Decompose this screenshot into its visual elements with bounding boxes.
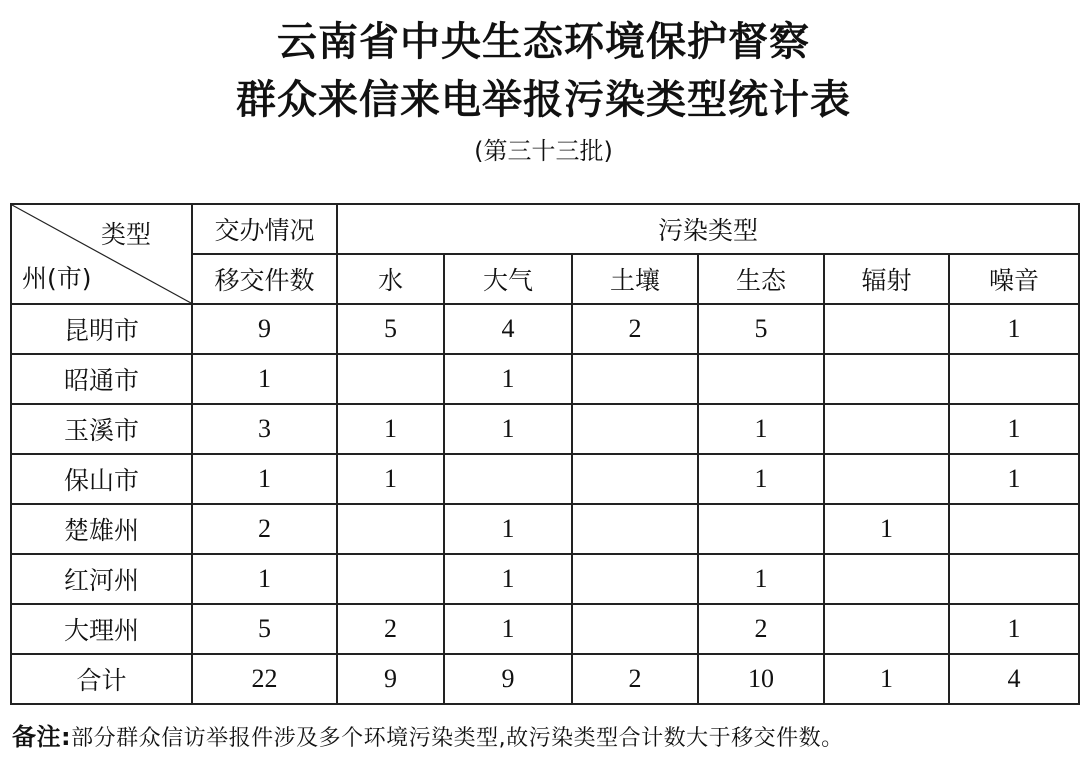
total-row	[11, 654, 1079, 704]
value-cell: 1	[444, 554, 572, 604]
corner-city-label: 州(市)	[22, 264, 92, 293]
value-cell	[572, 604, 698, 654]
corner-type-label: 类型	[100, 220, 151, 249]
value-cell: 2	[337, 604, 444, 654]
value-cell	[337, 504, 444, 554]
value-cell: 1	[949, 454, 1079, 504]
table-row	[11, 304, 1079, 354]
table-row	[11, 554, 1079, 604]
corner-header-cell	[11, 204, 192, 304]
city-cell: 楚雄州	[11, 504, 192, 554]
city-cell: 昆明市	[11, 304, 192, 354]
cases-column-header: 移交件数	[192, 254, 337, 304]
value-cell	[444, 454, 572, 504]
value-cell	[949, 554, 1079, 604]
pollution-statistics-table	[10, 203, 1080, 705]
value-cell	[698, 354, 824, 404]
value-cell: 1	[698, 404, 824, 454]
cases-cell: 5	[192, 604, 337, 654]
value-cell	[572, 454, 698, 504]
value-cell	[949, 354, 1079, 404]
value-cell	[824, 454, 949, 504]
footnote	[12, 717, 844, 752]
value-cell	[698, 504, 824, 554]
value-cell	[337, 354, 444, 404]
value-cell: 1	[949, 604, 1079, 654]
value-cell	[824, 604, 949, 654]
value-cell: 2	[572, 654, 698, 704]
value-cell: 1	[337, 454, 444, 504]
footnote-text: 部分群众信访举报件涉及多个环境污染类型,故污染类型合计数大于移交件数。	[71, 726, 844, 751]
value-cell: 1	[444, 604, 572, 654]
value-cell: 9	[444, 654, 572, 704]
table-row	[11, 604, 1079, 654]
value-cell	[824, 354, 949, 404]
cases-group-header: 交办情况	[192, 204, 337, 254]
city-cell: 保山市	[11, 454, 192, 504]
value-cell	[824, 404, 949, 454]
value-cell: 4	[444, 304, 572, 354]
city-cell: 合计	[11, 654, 192, 704]
value-cell	[824, 304, 949, 354]
value-cell: 2	[698, 604, 824, 654]
value-cell: 5	[698, 304, 824, 354]
value-cell	[824, 554, 949, 604]
cases-cell: 1	[192, 454, 337, 504]
value-cell: 1	[949, 404, 1079, 454]
value-cell	[337, 554, 444, 604]
type-header-air: 大气	[444, 254, 572, 304]
title-line-2: 群众来信来电举报污染类型统计表	[236, 77, 851, 123]
value-cell	[572, 554, 698, 604]
cases-cell: 1	[192, 554, 337, 604]
table-row	[11, 504, 1079, 554]
type-header-radiation: 辐射	[824, 254, 949, 304]
value-cell: 1	[824, 654, 949, 704]
value-cell	[572, 504, 698, 554]
value-cell: 9	[337, 654, 444, 704]
value-cell	[949, 504, 1079, 554]
value-cell: 1	[444, 354, 572, 404]
value-cell	[572, 354, 698, 404]
city-cell: 昭通市	[11, 354, 192, 404]
cases-cell: 3	[192, 404, 337, 454]
pollution-type-group-header: 污染类型	[337, 204, 1079, 254]
value-cell: 10	[698, 654, 824, 704]
title-line-1: 云南省中央生态环境保护督察	[277, 19, 810, 65]
value-cell: 1	[444, 404, 572, 454]
value-cell: 2	[572, 304, 698, 354]
value-cell: 5	[337, 304, 444, 354]
table-row	[11, 404, 1079, 454]
type-header-noise: 噪音	[949, 254, 1079, 304]
type-header-soil: 土壤	[572, 254, 698, 304]
footnote-label: 备注:	[12, 723, 72, 751]
value-cell: 4	[949, 654, 1079, 704]
header-row-1	[11, 204, 1079, 254]
cases-cell: 1	[192, 354, 337, 404]
value-cell: 1	[698, 454, 824, 504]
value-cell: 1	[824, 504, 949, 554]
table-row	[11, 454, 1079, 504]
city-cell: 玉溪市	[11, 404, 192, 454]
type-header-water: 水	[337, 254, 444, 304]
value-cell: 1	[949, 304, 1079, 354]
batch-subtitle: (第三十三批)	[474, 137, 613, 165]
table-row	[11, 354, 1079, 404]
value-cell: 1	[698, 554, 824, 604]
type-header-ecology: 生态	[698, 254, 824, 304]
city-cell: 红河州	[11, 554, 192, 604]
cases-cell: 22	[192, 654, 337, 704]
value-cell: 1	[444, 504, 572, 554]
cases-cell: 9	[192, 304, 337, 354]
value-cell	[572, 404, 698, 454]
city-cell: 大理州	[11, 604, 192, 654]
value-cell: 1	[337, 404, 444, 454]
cases-cell: 2	[192, 504, 337, 554]
